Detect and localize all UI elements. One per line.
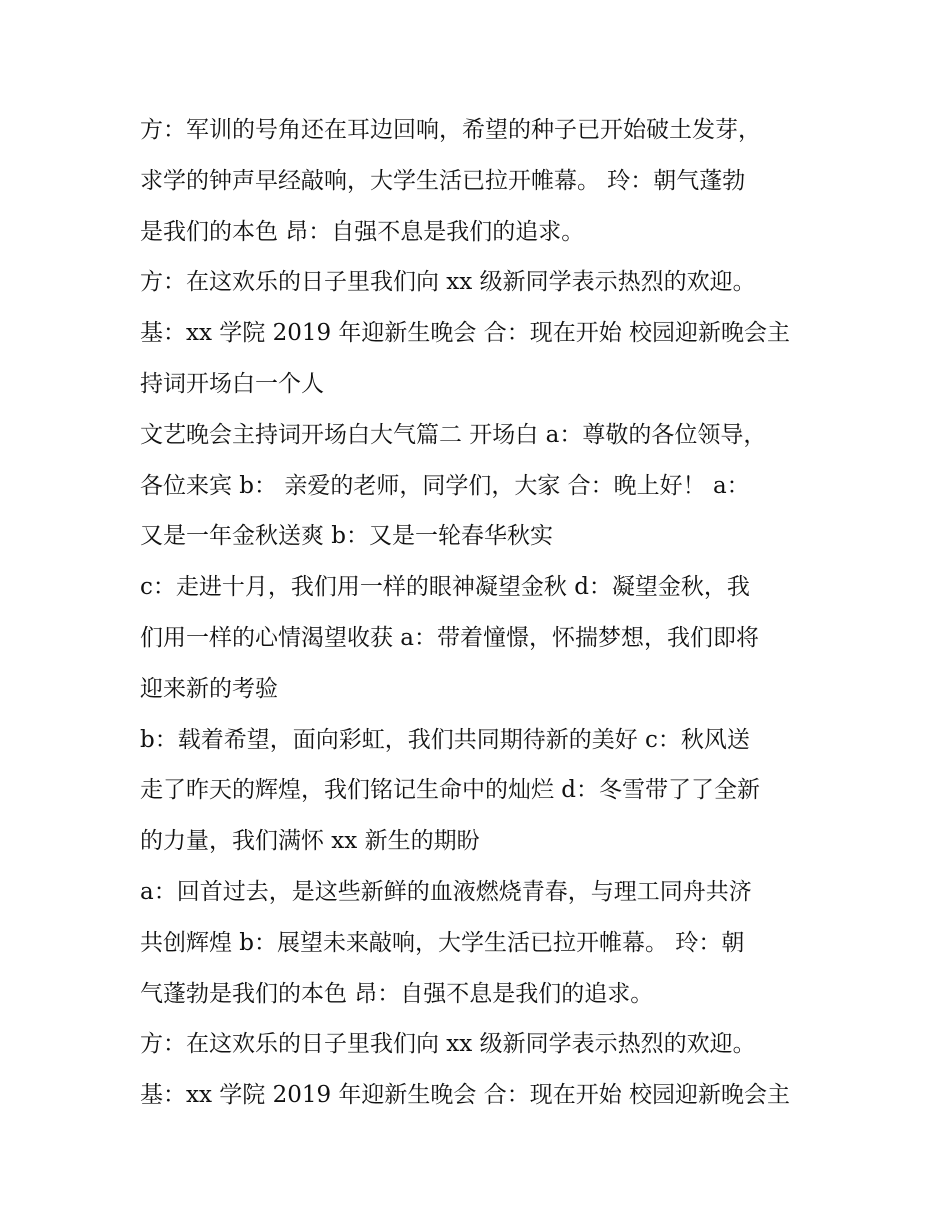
text-line: 迎来新的考验 bbox=[140, 675, 278, 702]
text-line: c：走进十月，我们用一样的眼神凝望金秋 d：凝望金秋，我 bbox=[140, 574, 750, 601]
text-line: 文艺晚会主持词开场白大气篇二 开场白 a：尊敬的各位领导， bbox=[140, 421, 767, 448]
text-line: 各位来宾 b： 亲爱的老师，同学们，大家 合：晚上好！ a： bbox=[140, 472, 750, 499]
text-line: 基：xx 学院 2019 年迎新生晚会 合：现在开始 校园迎新晚会主 bbox=[140, 320, 791, 347]
text-line: 基：xx 学院 2019 年迎新生晚会 合：现在开始 校园迎新晚会主 bbox=[140, 1082, 791, 1109]
text-line: 方：军训的号角还在耳边回响，希望的种子已开始破土发芽， bbox=[140, 117, 761, 143]
text-line: 的力量，我们满怀 xx 新生的期盼 bbox=[140, 828, 480, 855]
text-line: b：载着希望，面向彩虹，我们共同期待新的美好 c：秋风送 bbox=[140, 726, 750, 753]
text-line: a：回首过去，是这些新鲜的血液燃烧青春，与理工同舟共济 bbox=[140, 878, 752, 905]
text-line: 走了昨天的辉煌，我们铭记生命中的灿烂 d：冬雪带了了全新 bbox=[140, 777, 761, 804]
text-line: 持词开场白一个人 bbox=[140, 370, 324, 397]
text-line: 们用一样的心情渴望收获 a：带着憧憬，怀揣梦想，我们即将 bbox=[140, 624, 760, 651]
document-body bbox=[140, 105, 840, 1121]
text-line: 又是一年金秋送爽 b：又是一轮春华秋实 bbox=[140, 523, 554, 550]
text-line: 方：在这欢乐的日子里我们向 xx 级新同学表示热烈的欢迎。 bbox=[140, 269, 756, 296]
text-line: 是我们的本色 昂：自强不息是我们的追求。 bbox=[140, 218, 585, 245]
text-line: 求学的钟声早经敲响，大学生活已拉开帷幕。 玲：朝气蓬勃 bbox=[140, 167, 746, 194]
text-line: 共创辉煌 b：展望未来敲响，大学生活已拉开帷幕。 玲：朝 bbox=[140, 929, 745, 956]
text-line: 方：在这欢乐的日子里我们向 xx 级新同学表示热烈的欢迎。 bbox=[140, 1031, 756, 1058]
text-line: 气蓬勃是我们的本色 昂：自强不息是我们的追求。 bbox=[140, 980, 654, 1007]
